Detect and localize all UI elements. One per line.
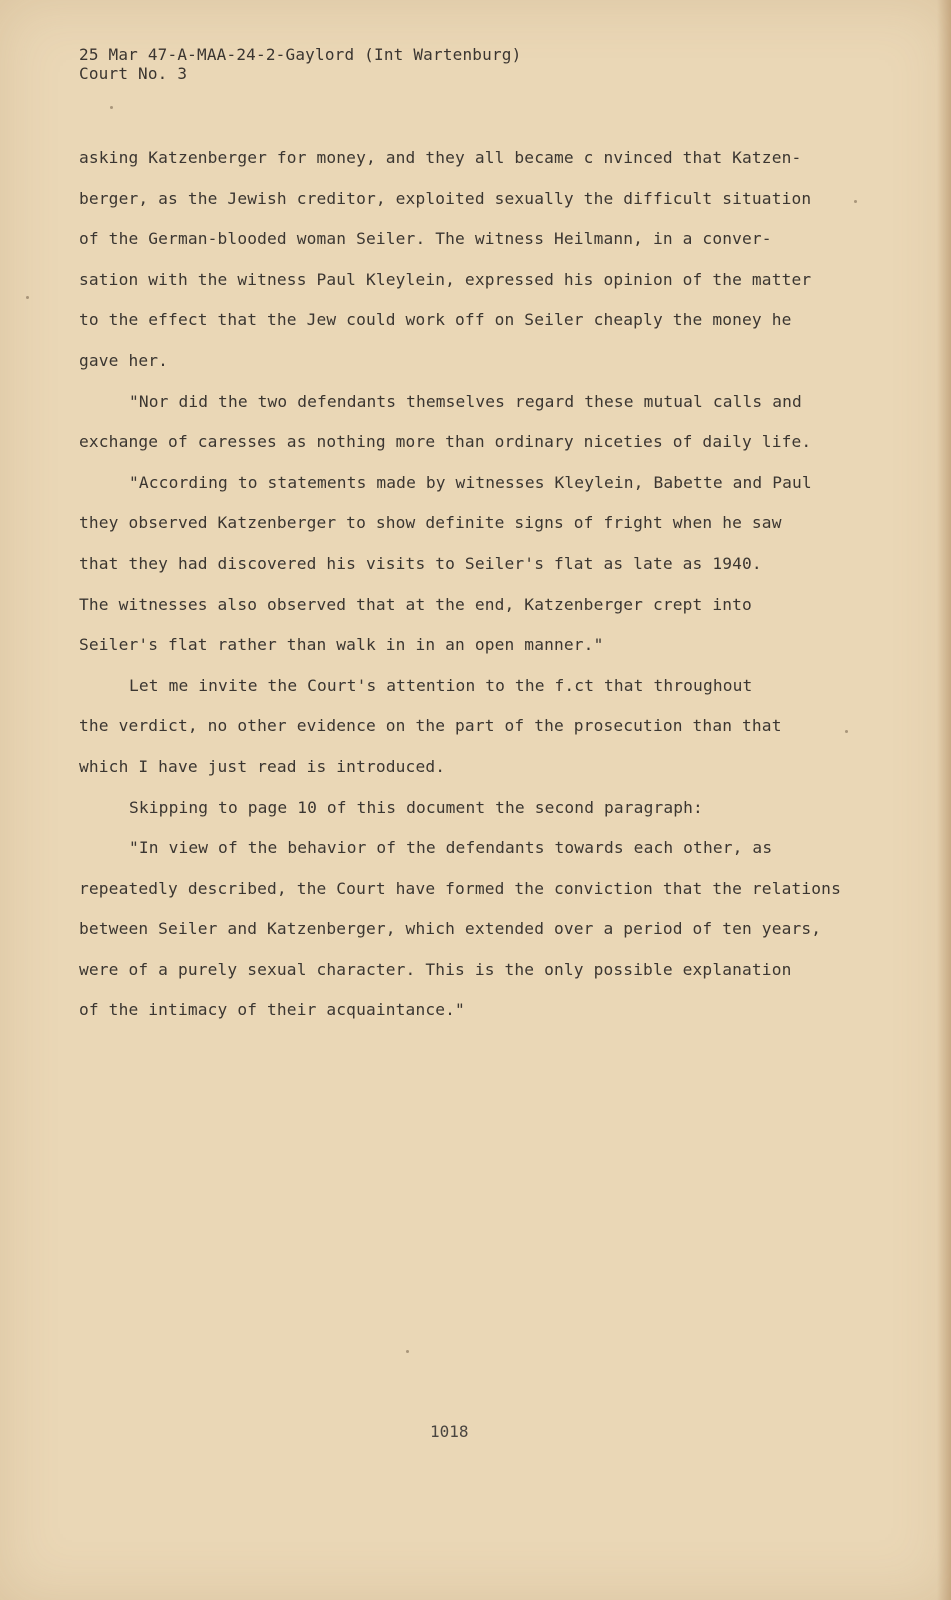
page-edge-shadow: [937, 0, 951, 1600]
body-line: were of a purely sexual character. This is the only possible explanation: [79, 959, 792, 979]
page-number: 1018: [430, 1422, 469, 1441]
body-line: repeatedly described, the Court have formed the conviction that the relations: [79, 878, 841, 898]
body-line: gave her.: [79, 350, 169, 370]
header-court-line: Court No. 3: [79, 64, 188, 83]
body-line: that they had discovered his visits to Seiler's flat as late as 1940.: [79, 553, 762, 573]
paper-speck: [854, 200, 857, 203]
body-line: berger, as the Jewish creditor, exploited sexually the difficult situation: [79, 188, 812, 208]
body-line: which I have just read is introduced.: [79, 756, 446, 776]
body-line: sation with the witness Paul Kleylein, expressed his opinion of the matter: [79, 269, 812, 289]
body-line: the verdict, no other evidence on the part of the prosecution than that: [79, 716, 782, 736]
body-line: "Nor did the two defendants themselves regard these mutual calls and: [129, 391, 802, 411]
paper-speck: [845, 730, 848, 733]
document-body: [79, 147, 869, 1040]
body-line: Seiler's flat rather than walk in in an open manner.": [79, 635, 604, 655]
body-line: "According to statements made by witnesses Kleylein, Babette and Paul: [129, 472, 812, 492]
document-header: [79, 45, 521, 83]
body-line: of the intimacy of their acquaintance.": [79, 1000, 465, 1020]
body-line: exchange of caresses as nothing more than ordinary niceties of daily life.: [79, 432, 812, 452]
header-reference-line: 25 Mar 47-A-MAA-24-2-Gaylord (Int Wartenburg): [79, 45, 522, 64]
body-line: to the effect that the Jew could work off on Seiler cheaply the money he: [79, 310, 792, 330]
paper-speck: [406, 1350, 409, 1353]
paper-speck: [26, 296, 29, 299]
body-line: of the German-blooded woman Seiler. The witness Heilmann, in a conver-: [79, 229, 772, 249]
body-line: they observed Katzenberger to show definite signs of fright when he saw: [79, 513, 782, 533]
body-line: asking Katzenberger for money, and they all became c nvinced that Katzen-: [79, 148, 802, 167]
body-line: The witnesses also observed that at the end, Katzenberger crept into: [79, 594, 752, 614]
body-line: between Seiler and Katzenberger, which extended over a period of ten years,: [79, 919, 822, 939]
body-line: Let me invite the Court's attention to the f.ct that throughout: [129, 675, 753, 695]
body-line: "In view of the behavior of the defendants towards each other, as: [129, 838, 773, 858]
body-line: Skipping to page 10 of this document the second paragraph:: [129, 797, 703, 817]
paper-speck: [110, 106, 113, 109]
